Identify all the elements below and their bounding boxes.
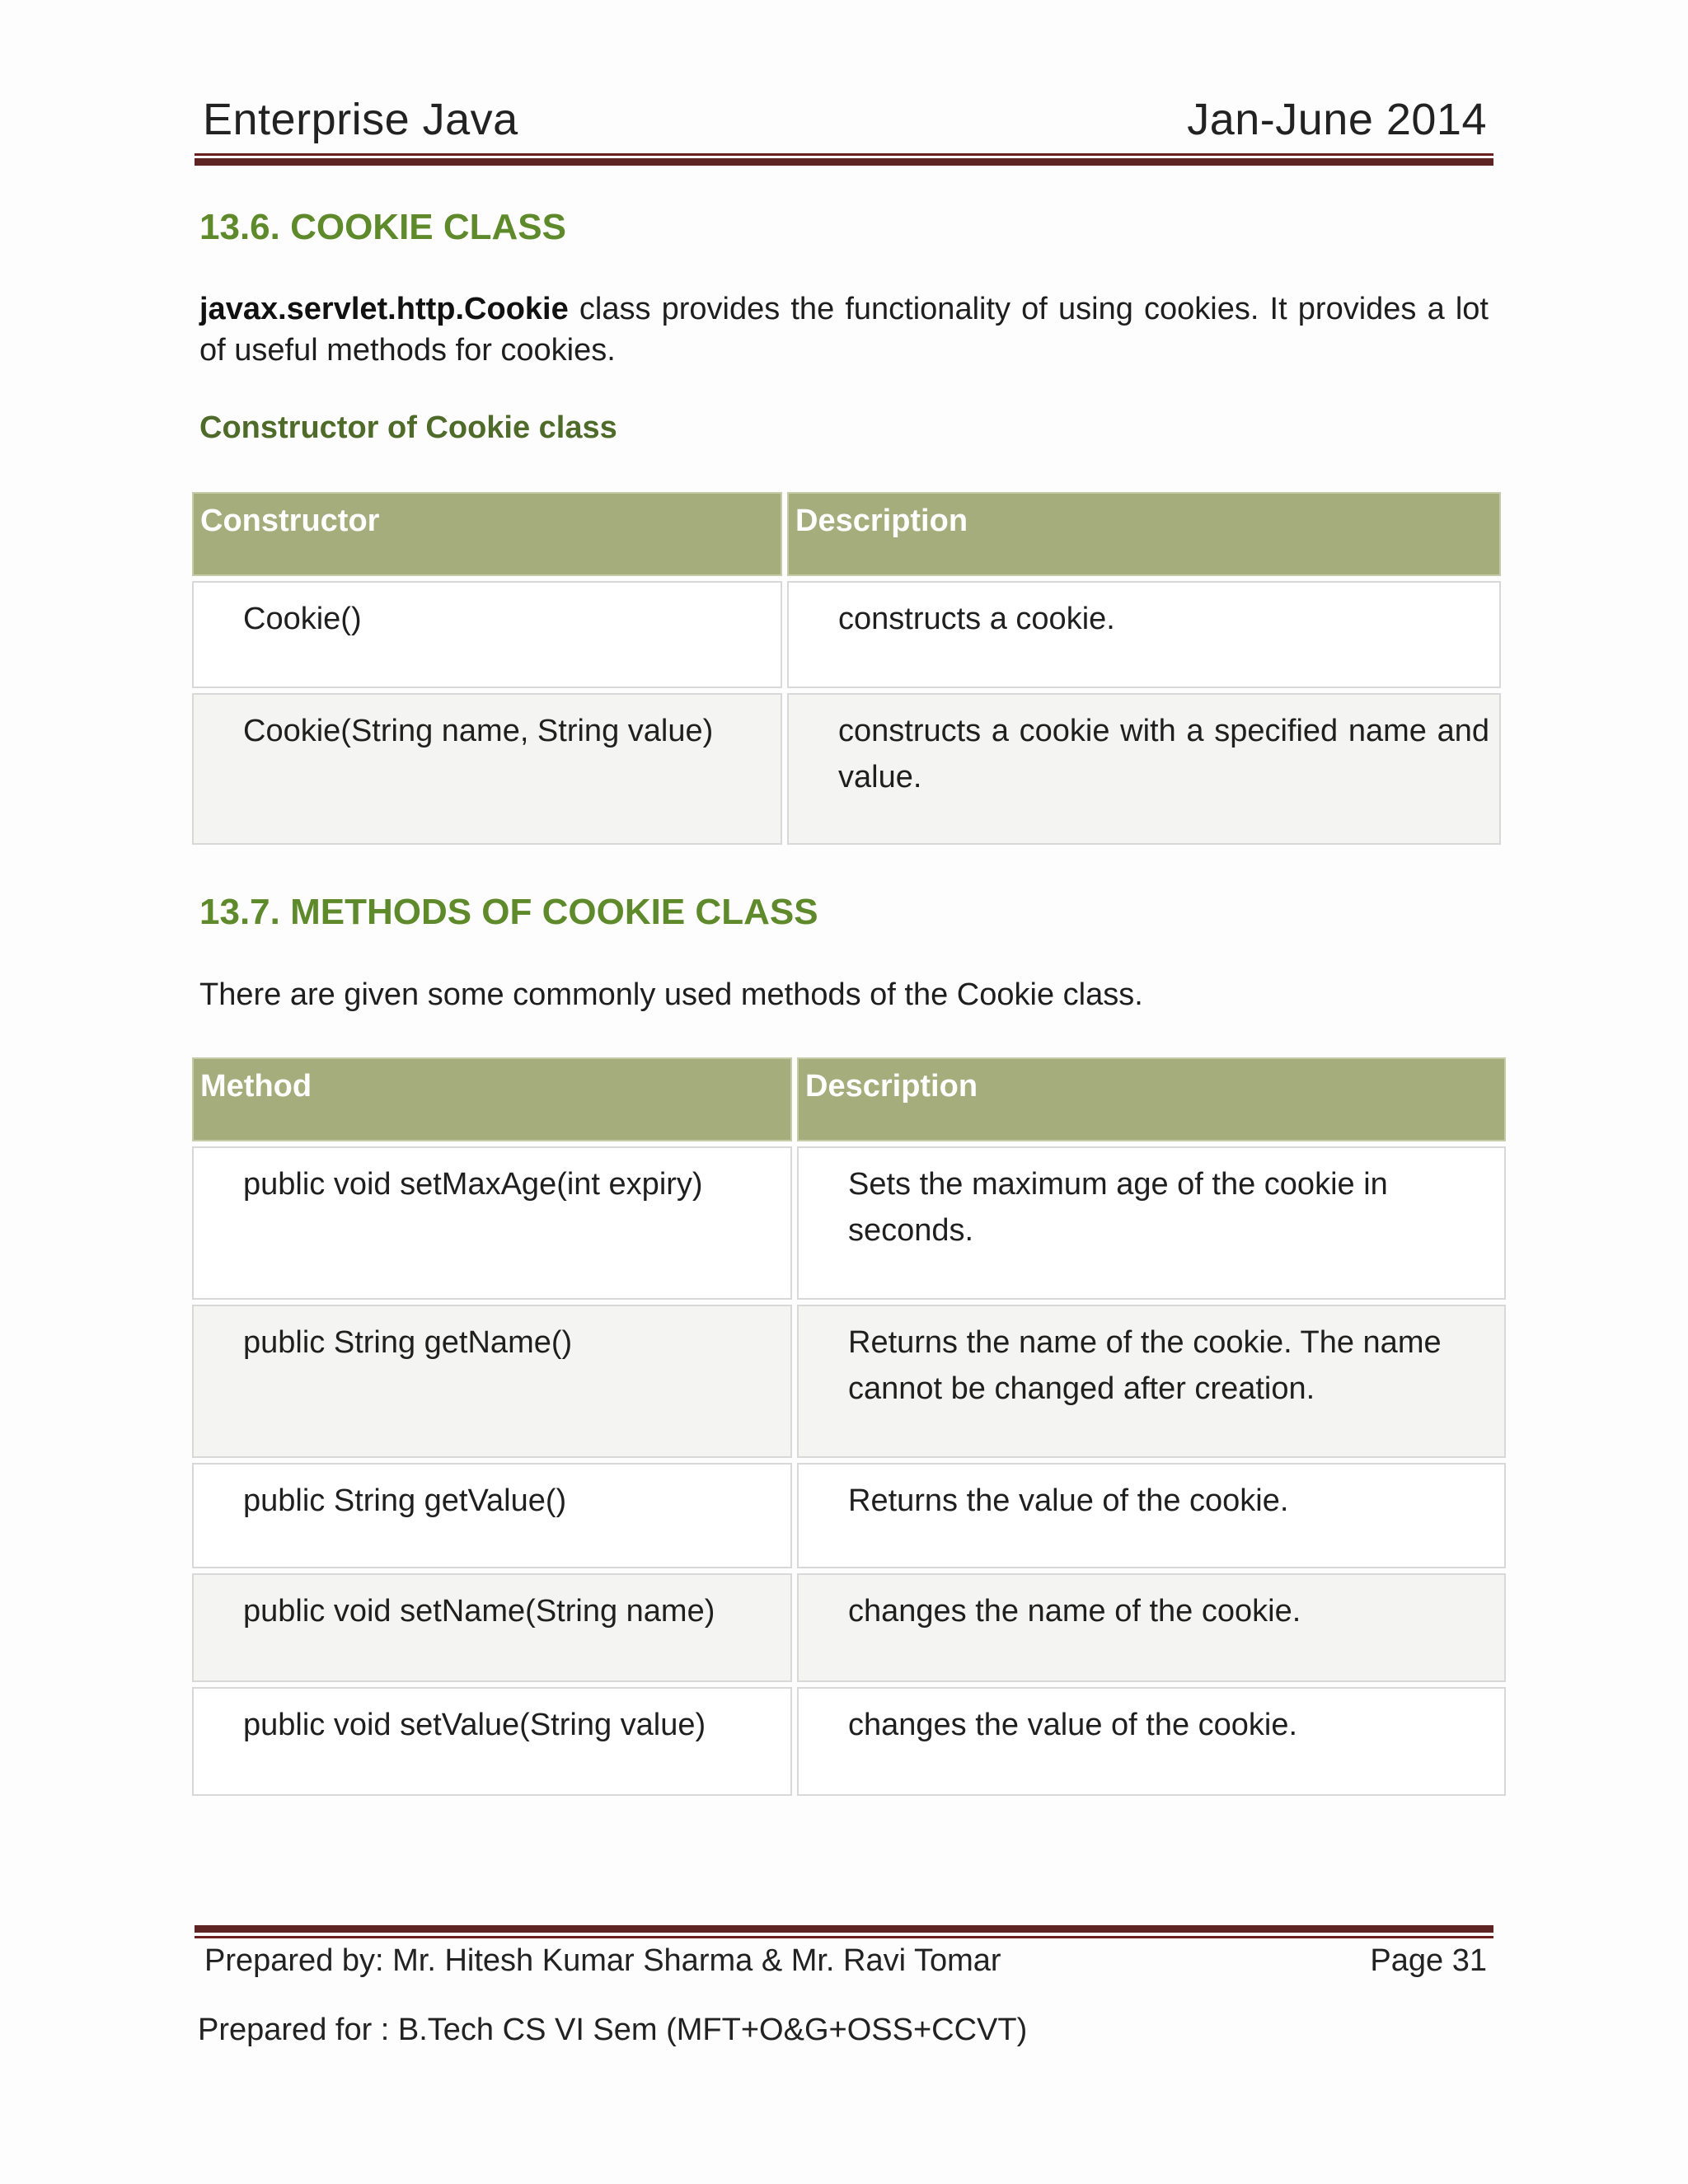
method-col-header: Method <box>192 1057 792 1141</box>
table-row <box>192 1463 1506 1568</box>
description-cell: changes the value of the cookie. <box>797 1687 1506 1796</box>
footer-prepared-by: Prepared by: Mr. Hitesh Kumar Sharma & Mr. Ravi Tomar <box>204 1943 1001 1978</box>
header-title: Enterprise Java <box>203 95 518 144</box>
constructor-table-header <box>192 492 1501 576</box>
methods-table <box>187 1052 1511 1801</box>
description-cell: constructs a cookie. <box>787 581 1501 688</box>
header-term: Jan-June 2014 <box>1187 95 1487 144</box>
methods-intro: There are given some commonly used methods of the Cookie class. <box>199 977 1143 1012</box>
method-cell: public String getName() <box>192 1305 792 1458</box>
section-heading-cookie-class: 13.6. COOKIE CLASS <box>199 207 567 247</box>
description-cell: Returns the name of the cookie. The name cannot be changed after creation. <box>797 1305 1506 1458</box>
header-rule-thin <box>195 153 1493 156</box>
constructor-table <box>187 487 1506 850</box>
description-cell: Sets the maximum age of the cookie in seconds. <box>797 1146 1506 1300</box>
cookie-class-name: javax.servlet.http.Cookie <box>199 292 569 326</box>
cookie-class-intro-text: class provides the functionality of using cookies. It provides a lot of useful methods for cookies. <box>199 292 1489 368</box>
method-cell: public String getValue() <box>192 1463 792 1568</box>
description-col-header: Description <box>787 492 1501 576</box>
footer-rule-thin <box>195 1936 1493 1938</box>
method-cell: public void setMaxAge(int expiry) <box>192 1146 792 1300</box>
method-cell: public void setName(String name) <box>192 1573 792 1682</box>
table-row <box>192 581 1501 688</box>
table-row <box>192 1305 1506 1458</box>
description-cell: Returns the value of the cookie. <box>797 1463 1506 1568</box>
header-rule-thick <box>195 158 1493 166</box>
table-row <box>192 1573 1506 1682</box>
constructor-subheading: Constructor of Cookie class <box>199 410 617 445</box>
footer-page-number: Page 31 <box>1370 1943 1487 1978</box>
footer-prepared-for: Prepared for : B.Tech CS VI Sem (MFT+O&G+OSS+CCVT) <box>198 2013 1028 2047</box>
table-row <box>192 1146 1506 1300</box>
section-heading-methods: 13.7. METHODS OF COOKIE CLASS <box>199 892 818 932</box>
cookie-class-intro <box>199 288 1489 371</box>
description-cell: changes the name of the cookie. <box>797 1573 1506 1682</box>
constructor-cell: Cookie() <box>192 581 782 688</box>
footer-rule-thick <box>195 1925 1493 1933</box>
description-col-header: Description <box>797 1057 1506 1141</box>
description-cell: constructs a cookie with a specified name and value. <box>787 693 1501 845</box>
constructor-cell: Cookie(String name, String value) <box>192 693 782 845</box>
table-row <box>192 1687 1506 1796</box>
constructor-col-header: Constructor <box>192 492 782 576</box>
method-cell: public void setValue(String value) <box>192 1687 792 1796</box>
methods-table-header <box>192 1057 1506 1141</box>
table-row <box>192 693 1501 845</box>
